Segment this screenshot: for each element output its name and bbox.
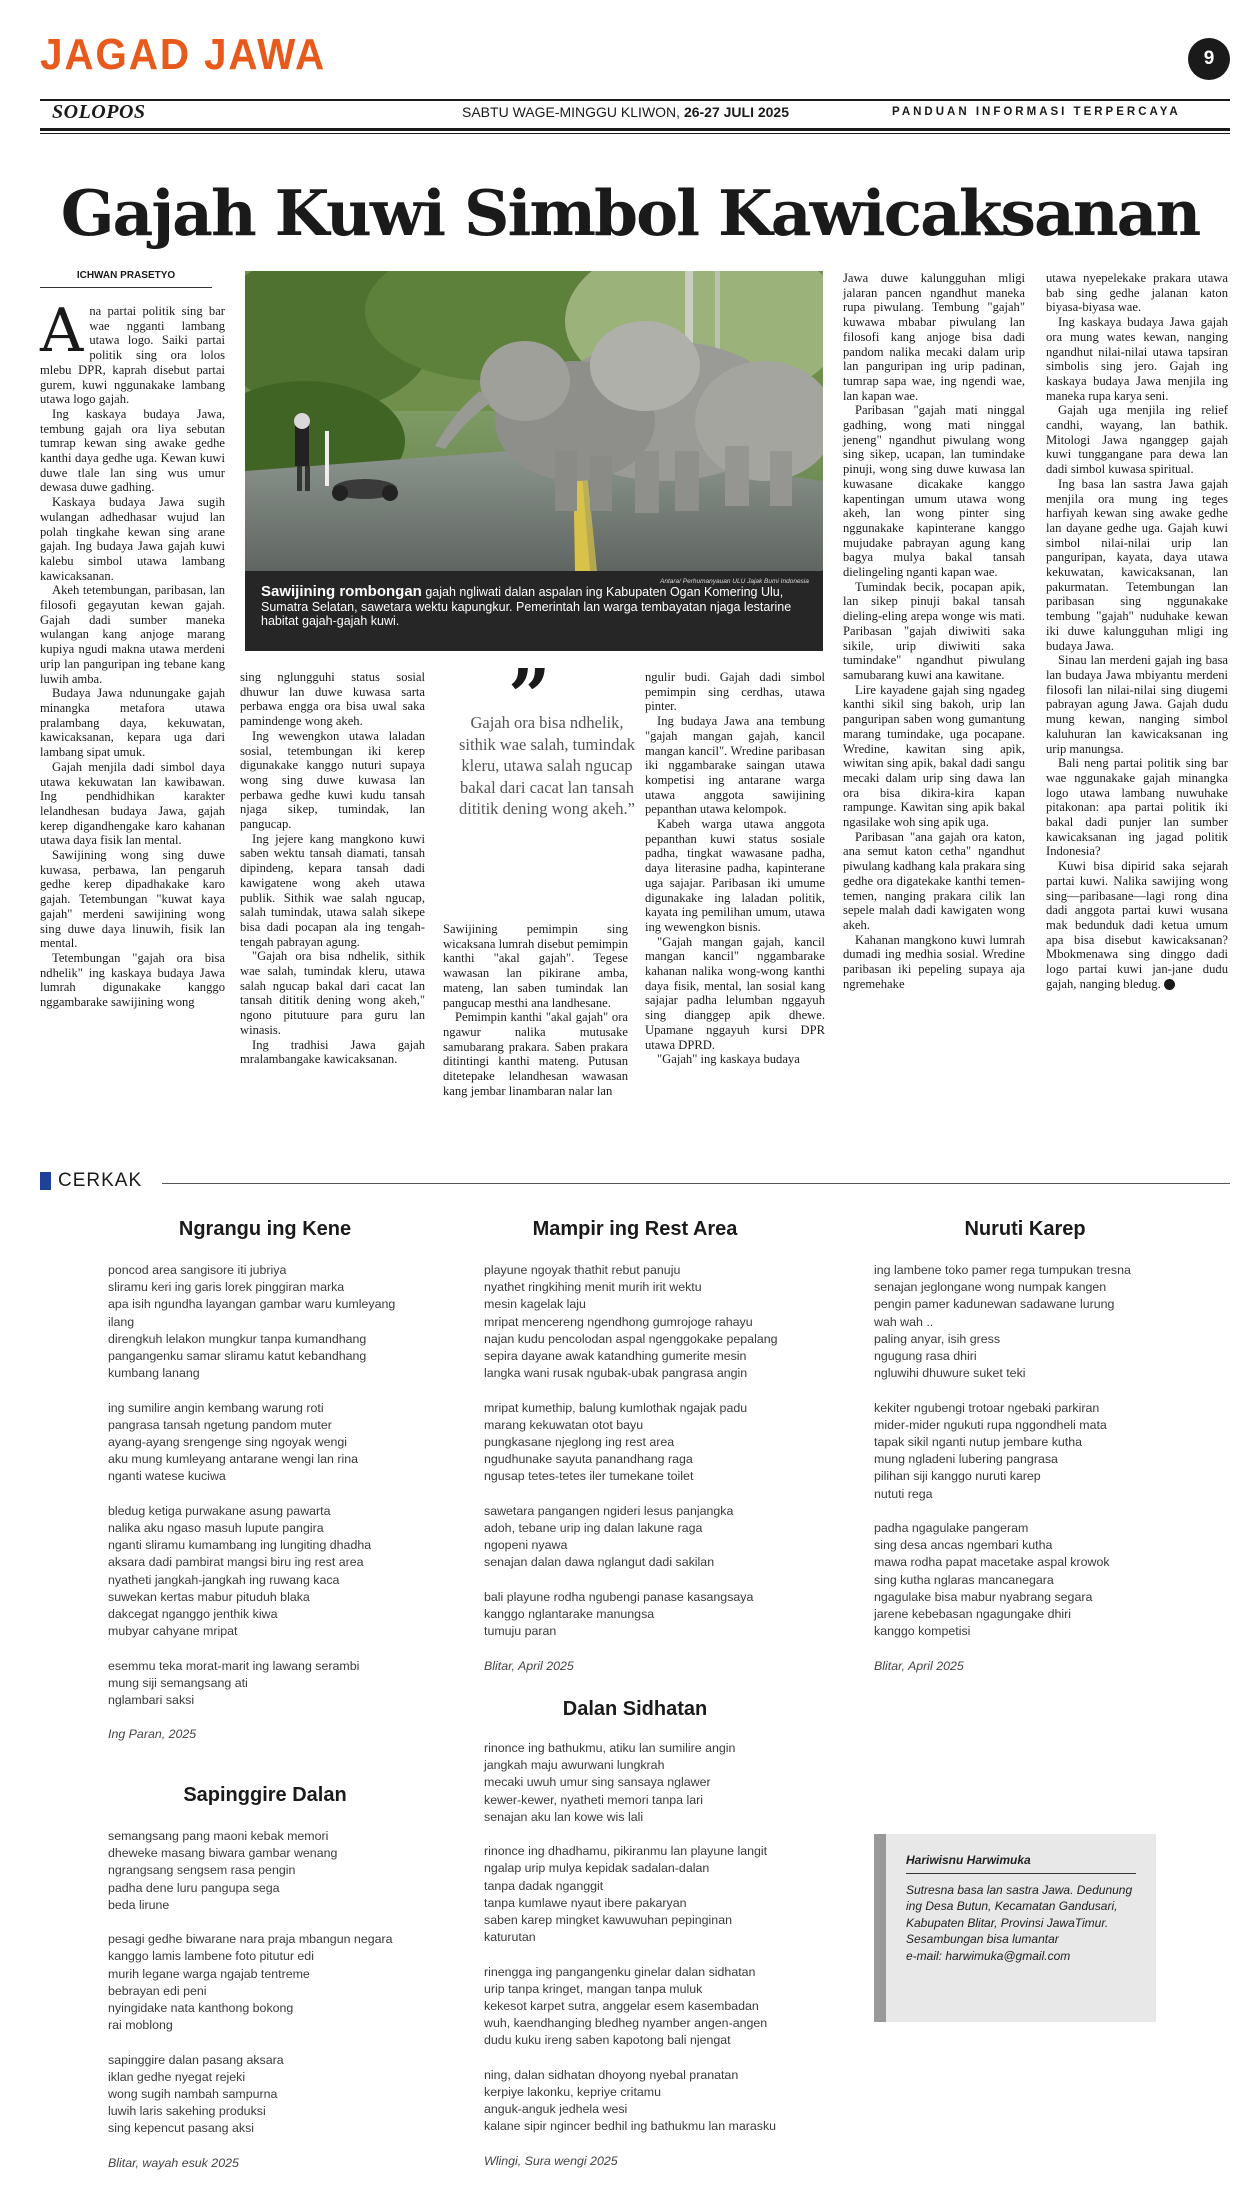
poem-line: nyingidake nata kanthong bokong xyxy=(108,2001,294,2016)
poem-line: ilang xyxy=(108,1314,135,1329)
quote-mark-icon: ” xyxy=(508,654,551,740)
article-headline: Gajah Kuwi Simbol Kawicaksanan xyxy=(60,176,1200,250)
poem-body xyxy=(484,1740,854,2170)
poem-line: ngusap tetes-tetes iler tumekane toilet xyxy=(484,1469,694,1484)
poem-stanza xyxy=(484,1740,854,1826)
photo-credit: Antara/ Perhumanyauan ULU Jajak Bumi Indonesia xyxy=(660,578,809,585)
poem-line: padha dene luru pangupa sega xyxy=(108,1880,280,1895)
poem-line: sing kepencut pasang aksi xyxy=(108,2121,255,2136)
page-number-badge: 9 xyxy=(1188,38,1230,80)
author-bio-text xyxy=(906,1882,1136,1965)
poem-line: sapinggire dalan pasang aksara xyxy=(108,2052,284,2067)
paragraph: Ing kaskaya budaya Jawa, tembung gajah ora liya sebutan tumrap kewan sing awake gedhe kanthi daya gedhe uga. Kewan kuwi duwe tlale lan sing wus umur dewasa duwe gadhing. xyxy=(40,406,225,495)
paragraph: "Gajah ora bisa ndhelik, sithik wae salah, tumindak kleru, utawa salah ngucap bakal dari cacat lan tansah dititik dening wong akeh," ngono pitutuure para guru lan winasis. xyxy=(240,949,425,1037)
poem-title: Dalan Sidhatan xyxy=(562,1698,708,1720)
dateline xyxy=(462,104,789,120)
section-marker xyxy=(40,1172,51,1190)
paragraph: Ing basa lan sastra Jawa gajah menjila ora mung ing teges harfiyah kewan sing awake gedhe lan dayane gedhe uga. Gajah kuwi simbol nilai-nilai urip lan panguripan, kayata, daya utawa kekuwatan, kawicaksanan, lan pakurmatan. Tetembungan lan paribasan sing nggunakake tembung "gajah" nuduhake kewan iki duwe kalungguhan mligi ing budaya Jawa. xyxy=(1046,476,1228,653)
poem-body xyxy=(108,1262,438,1744)
poem-stanza xyxy=(484,1400,824,1486)
paragraph: Pemimpin kanthi "akal gajah" ora ngawur nalika mutusake samubarang prakara. Saben prakara ditintingi kanthi mateng. Putusan ditetepake lelandhesan wawasan kang jembar linambaran nalar lan xyxy=(443,1010,628,1098)
poem-line: rinonce ing bathukmu, atiku lan sumilire angin xyxy=(484,1741,736,1755)
poem-line: anguk-anguk jedhela wesi xyxy=(484,2102,628,2117)
poem-line: ngluwihi dhuwure suket teki xyxy=(874,1366,1026,1381)
poem-stanza xyxy=(874,1400,1214,1503)
author-bio: Sutresna basa lan sastra Jawa. Dedunung ing Desa Butun, Kecamatan Gandusari, Kabupaten Blitar, Provinsi JawaTimur. Sesambungan bisa lumantar xyxy=(906,1882,1133,1946)
cerkak-rule xyxy=(162,1183,1230,1184)
poem-line: sing desa ancas ngembari kutha xyxy=(874,1538,1053,1553)
poem-line: bledug ketiga purwakane asung pawarta xyxy=(108,1503,331,1518)
poem-stanza xyxy=(108,1503,438,1641)
poem-line: jarene kebebasan ngagungake dhiri xyxy=(874,1607,1072,1622)
poem-line: playune ngoyak thathit rebut panuju xyxy=(484,1263,681,1277)
poem-line: ngudhunake sayuta panandhang raga xyxy=(484,1452,693,1467)
poem-line: pesagi gedhe biwarane nara praja mbangun negara xyxy=(108,1932,393,1947)
poem-line: beda lirune xyxy=(108,1897,170,1912)
poem-place-date: Wlingi, Sura wengi 2025 xyxy=(484,2153,618,2168)
poem-line: mawa rodha papat macetake aspal krowok xyxy=(874,1555,1110,1570)
poem-line: adoh, tebane urip ing dalan lakune raga xyxy=(484,1521,703,1536)
photo-caption-text: gajah ngliwati dalan aspalan ing Kabupaten Ogan Komering Ulu, Sumatra Selatan, sawetara wektu kapungkur. Pemerintah lan warga tembayatan njaga lestarine habitat gajah-gajah kuwi. xyxy=(261,585,792,628)
tagline: PANDUAN INFORMASI TERPERCAYA xyxy=(892,106,1181,118)
poem-line: ing lambene toko pamer rega tumpukan tresna xyxy=(874,1263,1131,1277)
paragraph: Kaskaya budaya Jawa sugih wulangan adhedhasar wujud lan polah tingkahe kewan sing arane gajah. Ing budaya Jawa gajah kuwi kalebu simbol utawa lambang kawicaksanan. xyxy=(40,495,225,583)
paragraph: Sawijining wong sing duwe kuwasa, perbawa, lan pengaruh gedhe kerep dipadhakake karo gajah. Tetembungan "kuwat kaya gajah" merdeni sawijining wong sing duwe daya linuwih, fisik lan mental. xyxy=(40,848,225,951)
article-column-6 xyxy=(1046,271,1228,991)
poem-line: katurutan xyxy=(484,1930,536,1945)
poem-line: kanggo nglantarake manungsa xyxy=(484,1607,655,1622)
poem-line: paling anyar, isih gress xyxy=(874,1331,1001,1346)
paragraph: Ing wewengkon utawa laladan sosial, tetembungan iki kerep digunakake kanggo nuturi supaya wong sing duwe kuwasa lan perbawa gedhe kuwi kudu tansah njaga sikep, tumindak, lan pangucap. xyxy=(240,728,425,832)
poem-stanza xyxy=(484,1589,824,1641)
poem-line: senajan jeglongane wong numpak kangen xyxy=(874,1280,1107,1295)
poem-line: mripat kumethip, balung kumlothak ngajak padu xyxy=(484,1400,748,1415)
paragraph: "Gajah" ing kaskaya budaya xyxy=(657,1052,800,1067)
paragraph: Ing kaskaya budaya Jawa gajah ora mung wates kewan, nanging ngandhut nilai-nilai utawa tapsiran simbolis sing jero. Gajah ing kaskaya budaya Jawa menjila ing maneka rupa karya seni. xyxy=(1046,315,1228,403)
poem-line: wuh, kaendhanging bledheg nyamber angen-angen xyxy=(484,2016,768,2031)
poem-line: nganti sliramu kumambang ing lungiting dhadha xyxy=(108,1538,372,1553)
poem-line: kewer-kewer, nyatheti memori tanpa lari xyxy=(484,1792,703,1807)
poem-line: rai moblong xyxy=(108,2018,173,2033)
poem-line: bali playune rodha ngubengi panase kasangsaya xyxy=(484,1589,754,1604)
paragraph: "Gajah mangan gajah, kancil mangan kancil" nggambarake kahanan nalika wong-wong kanthi daya fisik, mental, lan sosial kang sajajar padha lelumban nggayuh sing dianggep apik dhewe. Upamane nggayuh kursi DPR utawa DPRD. xyxy=(645,934,825,1052)
poem-line: ning, dalan sidhatan dhoyong nyebal pranatan xyxy=(484,2067,739,2082)
poem-line: aksara dadi pambirat mangsi biru ing rest area xyxy=(108,1555,364,1570)
poem-line: murih legane warga ngajab tentreme xyxy=(108,1966,310,1981)
poem-line: senajan aku lan kowe wis lali xyxy=(484,1809,644,1824)
byline: ICHWAN PRASETYO xyxy=(40,270,212,288)
poem-place-date: Ing Paran, 2025 xyxy=(108,1727,197,1742)
poem-line: kalane sipir ngincer bedhil ing bathukmu lan marasku xyxy=(484,2119,777,2134)
poem-line: rinonce ing dhadhamu, pikiranmu lan playune langit xyxy=(484,1844,768,1859)
poem-stanza xyxy=(484,1503,824,1572)
author-email: harwimuka@gmail.com xyxy=(945,1948,1071,1963)
poem-line: sing kutha nglaras mancanegara xyxy=(874,1572,1054,1587)
poem-line: nganti watese kuciwa xyxy=(108,1469,226,1484)
poem-line: najan kudu pencolodan aspal ngenggokake pepalang xyxy=(484,1331,778,1346)
paragraph: Ing budaya Jawa ana tembung "gajah mangan gajah, kancil mangan kancil". Wredine paribasan iki nggambarake saingan utawa kompetisi ing antarane warga utawa anggota sawijining pepanthan utawa kelompok. xyxy=(645,714,825,817)
poem-stanza xyxy=(484,1262,824,1382)
poem-line: kerpiye lakonku, kepriye critamu xyxy=(484,2085,661,2100)
article-column-4 xyxy=(645,670,825,1067)
paragraph: Budaya Jawa ndunungake gajah minangka metafora utawa pralambang daya, kekuwatan, kawicaksanan, kepara uga dari lambang sipat umuk. xyxy=(40,686,225,760)
poem-stanza xyxy=(108,1828,438,1914)
article-column-3 xyxy=(443,922,628,1098)
poem-line: wong sugih nambah sampurna xyxy=(108,2087,278,2102)
poem-body xyxy=(108,1828,438,2172)
author-bio-box xyxy=(874,1834,1156,2022)
poem-line: semangsang pang maoni kebak memori xyxy=(108,1829,329,1843)
poem-line: tumuju paran xyxy=(484,1624,557,1639)
paragraph: Ing jejere kang mangkono kuwi saben wektu tansah diamati, tansah dipindeng, kepara tansah dadi kawigatene wong akeh utawa publik. Sithik wae salah ngucap, salah tumindak, utawa salah sikepe bisa dadi pocapan ala ing tengah-tengah pabrayan agung. xyxy=(240,831,425,949)
paragraph: Kahanan mangkono kuwi lumrah dumadi ing medhia sosial. Wredine paribasan iki pepeling supaya aja ngremehake xyxy=(843,932,1025,991)
poem-line: jangkah maju awurwani lungkrah xyxy=(484,1758,665,1773)
poem-line: pungkasane njeglong ing rest area xyxy=(484,1435,675,1450)
masthead-rule xyxy=(40,99,1230,101)
paragraph: Paribasan "ana gajah ora katon, ana semut katon cetha" ngandhut piwulang kadhang kala prakara sing gedhe ora digatekake kanthi temen-temen, nanging prakara cilik lan sepele malah dadi kawigaten wong akeh. xyxy=(843,829,1025,932)
masthead-bottom-rule-thin xyxy=(40,133,1230,134)
poem-line: saben karep mingket kawuwuhan pepinginan xyxy=(484,1913,732,1928)
dateline-date: 26-27 JULI 2025 xyxy=(683,104,790,120)
poem-line: mripat mencereng ngendhong gumrojoge rahayu xyxy=(484,1314,753,1329)
poem-line: ngalap urip mulya kepidak sadalan-dalan xyxy=(484,1861,710,1876)
poem-line: nyathet ringkihing menit murih irit wektu xyxy=(484,1280,702,1295)
article-column-1 xyxy=(40,296,225,1010)
poem-line: tanpa kumlawe nyaut ibere pakaryan xyxy=(484,1895,687,1910)
poem-place-date: Blitar, April 2025 xyxy=(484,1658,574,1673)
poem-line: mung siji semangsang ati xyxy=(108,1675,248,1690)
poem-line: marang kekuwatan otot bayu xyxy=(484,1417,644,1432)
paragraph: Kuwi bisa dipirid saka sejarah partai kuwi. Nalika sawijing wong sing—paribasane—lagi rong dina dadi anggota partai kuwi wusana mak bedunduk dadi ketua umum apa bisa disebut kawicaksanan? Mbokmenawa sing dinggo dadi logo partai kuwi jan-jane dudu gajah, nanging bledug. xyxy=(1046,859,1228,991)
paragraph: Akeh tetembungan, paribasan, lan filosofi gegayutan kewan gajah. Gajah dadi sumber maneka wulangan kang anjoge marang kupiya ngudi makna utawa merdeni urip lan panguripan ing tebane kang luwih amba. xyxy=(40,583,225,686)
poem-line: ngopeni nyawa xyxy=(484,1538,568,1553)
paragraph: Lire kayadene gajah sing ngadeg kanthi sikil sing bakoh, urip lan panguripan saben wong gumantung marang tumindake, uga pocapane. Wredine, kawitan sing apik, wiwitan sing apik, bakal dadi sangu mecaki dalam urip sing dawa lan ora bisa dikira-kira kapan rampunge. Kawitan sing apik bakal ngasilake woh sing apik uga. xyxy=(843,682,1025,830)
author-name: Hariwisnu Harwimuka xyxy=(906,1852,1136,1874)
poem-line: kekesot karpet sutra, anggelar esem kasembadan xyxy=(484,1999,759,2014)
poem-line: apa isih ngundha layangan gambar waru kumleyang xyxy=(108,1297,396,1312)
poem-line: pangangenku samar sliramu katut kebandhang xyxy=(108,1349,367,1364)
paragraph: ngulir budi. Gajah dadi simbol pemimpin sing cerdhas, utawa pinter. xyxy=(645,670,825,714)
end-of-article-icon xyxy=(1164,979,1175,990)
poem-line: luwih laris sakehing produksi xyxy=(108,2104,266,2119)
poem-line: suwekan kertas mabur pituduh blaka xyxy=(108,1589,310,1604)
paragraph: Bali neng partai politik sing bar wae nggunakake gajah minangka logo utawa lambang nuwuhake pitakonan: apa partai politik iki bakal dadi punjer lan sumber kawicaksanan ing jagad politik Indonesia? xyxy=(1046,756,1228,859)
poem-line: padha ngagulake pangeram xyxy=(874,1521,1029,1536)
poem-line: tapak sikil nganti nutup jembare kutha xyxy=(874,1435,1083,1450)
dateline-prefix: SABTU WAGE-MINGGU KLIWON, xyxy=(462,104,681,120)
poem-stanza xyxy=(108,1931,438,2034)
poem-line: mesin kagelak laju xyxy=(484,1297,586,1312)
poem-title: Nuruti Karep xyxy=(964,1218,1086,1240)
poem-line: wah wah .. xyxy=(874,1314,934,1329)
poem-line: pengin pamer kadunewan sadawane lurung xyxy=(874,1297,1115,1312)
poem-line: kumbang lanang xyxy=(108,1366,200,1381)
poem-line: langka wani rusak ngubak-ubak pangrasa angin xyxy=(484,1366,748,1381)
poem-stanza xyxy=(484,2067,854,2136)
poem-stanza xyxy=(108,1262,438,1382)
poem-stanza xyxy=(484,1964,854,2050)
poem-line: nututi rega xyxy=(874,1486,933,1501)
paragraph: Tetembungan "gajah ora bisa ndhelik" ing kaskaya budaya Jawa lumrah digunakake kanggo nggambarake sawijining wong xyxy=(40,950,225,1010)
email-label: e-mail: xyxy=(906,1948,943,1963)
masthead-bottom-rule xyxy=(40,128,1230,131)
article-photo xyxy=(245,271,823,571)
poem-line: ayang-ayang srengenge sing ngoyak wengi xyxy=(108,1435,348,1450)
poem-line: tanpa dadak nganggit xyxy=(484,1878,604,1893)
poem-line: kanggo lamis lambene foto pitutur edi xyxy=(108,1949,314,1964)
paragraph: Gajah uga menjila ing relief candhi, wayang, lan bathik. Mitologi Jawa nganggep gajah kuwi tunggangane para dewa lan dadi simbol kuwasa spiritual. xyxy=(1046,403,1228,477)
pull-quote: Gajah ora bisa ndhelik, sithik wae salah, tumindak kleru, utawa salah ngucap bakal dari cacat lan tansah dititik dening wong akeh.” xyxy=(459,713,635,818)
section-title: JAGAD JAWA xyxy=(40,30,327,79)
cerkak-section-label: CERKAK xyxy=(58,1170,143,1191)
paragraph: Kabeh warga utawa anggota pepanthan kuwi status sosiale padha, tingkat wawasane padha, daya literasine padha, kapinterane uga sajajar. Paribasan iki umume digunakake ing laladan politik, kayata ing pemilihan umum, utawa ing wewengkon bisnis. xyxy=(645,817,825,934)
poem-line: ngagulake bisa mabur nyabrang segara xyxy=(874,1589,1093,1604)
poem-line: aku mung kumleyang antarane wengi lan rina xyxy=(108,1452,359,1467)
poem-line: esemmu teka morat-marit ing lawang serambi xyxy=(108,1658,360,1673)
poem-line: poncod area sangisore iti jubriya xyxy=(108,1263,287,1277)
poem-line: direngkuh lelakon mungkur tanpa kumandhang xyxy=(108,1331,367,1346)
article-column-5 xyxy=(843,271,1025,991)
poem-line: mubyar cahyane mripat xyxy=(108,1624,238,1639)
poem-line: ngugung rasa dhiri xyxy=(874,1349,977,1364)
poem-line: kanggo kompetisi xyxy=(874,1624,971,1639)
poem-line: nglambari saksi xyxy=(108,1693,195,1708)
poem-title: Ngrangu ing Kene xyxy=(178,1218,352,1240)
drop-cap: A xyxy=(40,296,84,366)
poem-stanza xyxy=(484,1843,854,1946)
poem-stanza xyxy=(108,1400,438,1486)
poem-line: senajan dalan dawa nglangut dadi sakilan xyxy=(484,1555,715,1570)
poem-stanza xyxy=(108,1658,438,1710)
elephants-photo xyxy=(245,271,823,571)
poem-line: bebrayan edi peni xyxy=(108,1983,207,1998)
poem-line: dudu kuku ireng saben kapotong bali njengat xyxy=(484,2033,731,2048)
poem-line: sawetara pangangen ngideri lesus panjangka xyxy=(484,1503,734,1518)
poem-line: rinengga ing pangangenku ginelar dalan sidhatan xyxy=(484,1964,756,1979)
poem-line: urip tanpa kringet, mangan tanpa muluk xyxy=(484,1981,703,1996)
article-column-2 xyxy=(240,670,425,1067)
paragraph: utawa nyepelekake prakara utawa bab sing gedhe jalanan katon biyasa-biyasa wae. xyxy=(1046,271,1228,315)
poem-line: mung ngladeni lubering pangrasa xyxy=(874,1452,1058,1467)
poem-line: iklan gedhe nyegat rejeki xyxy=(108,2069,246,2084)
paragraph: Tumindak becik, pocapan apik, lan sikep pinuji bakal tansah dieling-eling arepa wonge wis mati. Paribasan "gajah diwiwiti saka sikile, urip diwiwiti saka tumindake" ngandhut piwulang samubarang kuwi ana kawitane. xyxy=(843,579,1025,682)
poem-line: dheweke masang biwara gambar wenang xyxy=(108,1846,338,1861)
poem-stanza xyxy=(108,2052,438,2138)
poem-stanza xyxy=(874,1262,1214,1382)
paragraph: Jawa duwe kalungguhan mligi jalaran pancen ngandhut maneka rupa piwulang. Tembung "gajah" kuwawa mbabar piwulang lan filosofi kang anjoge bisa dadi pandom nalika mecaki dalam urip lan panguripan ing urip padinan, tumrap sapa wae, ing ngendi wae, lan kapan wae. xyxy=(843,271,1025,403)
poem-line: mider-mider ngukuti rupa nggondheli mata xyxy=(874,1417,1107,1432)
poem-line: ing sumilire angin kembang warung roti xyxy=(108,1400,324,1415)
poem-title: Sapinggire Dalan xyxy=(183,1784,347,1806)
poem-body xyxy=(874,1262,1214,1675)
poem-line: mecaki uwuh umur sing sansaya nglawer xyxy=(484,1775,711,1790)
poem-line: nalika aku ngaso masuh lupute pangira xyxy=(108,1521,324,1536)
poem-line: nyatheti jangkah-jangkah ing ruwang kaca xyxy=(108,1572,340,1587)
poem-title: Mampir ing Rest Area xyxy=(532,1218,738,1240)
brand-logo: SOLOPOS xyxy=(52,101,146,123)
paragraph: Gajah menjila dadi simbol daya utawa kekuwatan lan kawibawan. Ing pendhidhikan karakter lelandhesan budaya Jawa, gajah kerep digandhengake karo kahanan utawa daya fisik lan mental. xyxy=(40,759,225,848)
poem-line: ngrangsang sengsem rasa pengin xyxy=(108,1863,296,1878)
paragraph: na partai politik sing bar wae ngganti lambang utawa logo. Saiki partai politik sing ora lolos mlebu DPR, kaprah disebut partai gurem, kuwi nggunakake lambang utawa logo gajah. xyxy=(40,304,225,407)
poem-body xyxy=(484,1262,824,1675)
poem-line: sepira dayane awak katandhing gumerite mesin xyxy=(484,1349,747,1364)
poem-stanza xyxy=(874,1520,1214,1640)
poem-place-date: Blitar, wayah esuk 2025 xyxy=(108,2155,239,2170)
poem-line: dakcegat nganggo jenthik kiwa xyxy=(108,1607,278,1622)
poem-place-date: Blitar, April 2025 xyxy=(874,1658,964,1673)
poem-line: pilihan siji kanggo nuruti karep xyxy=(874,1469,1041,1484)
paragraph: Paribasan "gajah mati ninggal gadhing, wong mati ninggal jeneng" ngandhut piwulang wong sing sikep, ucapan, lan tumindake pinuji, wong sing duwe kuwasa lan kuwasane dicakake kanggo kapentingan umum utawa wong akeh, lan wong pinter sing nggunakake kapinterane kanggo mujudake pabrayan agung kang bagya mulya bakal tansah dielingeling nganti kapan wae. xyxy=(843,403,1025,580)
paragraph: sing nglungguhi status sosial dhuwur lan duwe kuwasa sarta perbawa engga ora bisa uwal saka pamindenge wong akeh. xyxy=(240,670,425,729)
poem-line: pangrasa tansah ngetung pandom muter xyxy=(108,1417,332,1432)
paragraph: Sawijining pemimpin sing wicaksana lumrah disebut pemimpin kanthi "akal gajah". Tegese wawasan lan pikirane amba, mateng, lan saben tumindak lan pangucap mesthi ana landhesane. xyxy=(443,922,629,1010)
poem-line: kekiter ngubengi trotoar ngebaki parkiran xyxy=(874,1400,1100,1415)
paragraph: Ing tradhisi Jawa gajah mralambangake kawicaksanan. xyxy=(240,1037,425,1067)
paragraph: Sinau lan merdeni gajah ing basa lan budaya Jawa mbiyantu merdeni filosofi lan nilai-nilai sing diugemi pabrayan agung Jawa. Gajah dudu mung kewan, nanging simbol kaluhuran lan kawicaksanan ing urip manungsa. xyxy=(1046,653,1228,756)
poem-line: sliramu keri ing garis lorek pinggiran marka xyxy=(108,1280,345,1295)
photo-caption-lead: Sawijining rombongan xyxy=(261,583,422,600)
